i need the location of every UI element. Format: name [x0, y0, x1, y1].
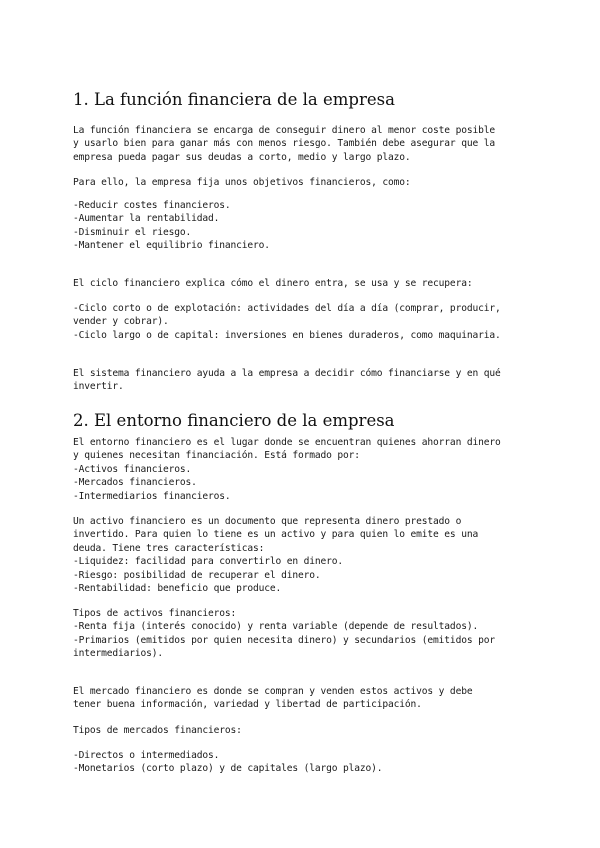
list-item: -Primarios (emitidos por quien necesita dinero) y secundarios (emitidos por — [73, 634, 495, 646]
text-line: El ciclo financiero explica cómo el dinero entra, se usa y se recupera: — [73, 278, 473, 289]
list-item: -Mercados financieros. — [73, 477, 197, 489]
section-1-paragraph-4 — [73, 367, 501, 394]
list-item: -Intermediarios financieros. — [73, 490, 231, 502]
section-2-title: 2. El entorno financiero de la empresa — [73, 411, 395, 430]
list-item: -Ciclo largo o de capital: inversiones en bienes duraderos, como maquinaria. — [73, 329, 501, 341]
text-line: intermediarios). — [73, 648, 164, 660]
section-2-paragraph-5 — [73, 724, 242, 737]
text-line: empresa pueda pagar sus deudas a corto, medio y largo plazo. — [73, 151, 411, 163]
text-line: Tipos de activos financieros: — [73, 608, 237, 619]
section-2-paragraph-2 — [73, 515, 478, 595]
section-1-paragraph-2 — [73, 176, 411, 189]
list-item: -Mantener el equilibrio financiero. — [73, 240, 270, 252]
list-item: -Disminuir el riesgo. — [73, 226, 192, 238]
text-line: invertido. Para quien lo tiene es un activo y para quien lo emite es una — [73, 529, 479, 541]
list-item: -Reducir costes financieros. — [73, 200, 231, 211]
list-item: -Renta fija (interés conocido) y renta variable (depende de resultados). — [73, 621, 479, 633]
list-item: -Liquidez: facilidad para convertirlo en dinero. — [73, 556, 344, 568]
section-2-paragraph-6 — [73, 749, 382, 776]
text-line: El sistema financiero ayuda a la empresa a decidir cómo financiarse y en qué — [73, 368, 501, 379]
list-item: -Ciclo corto o de explotación: actividades del día a día (comprar, producir, — [73, 303, 501, 314]
list-item: -Aumentar la rentabilidad. — [73, 213, 220, 225]
text-line: El mercado financiero es donde se compran y venden estos activos y debe — [73, 686, 473, 697]
text-line: tener buena información, variedad y libertad de participación. — [73, 699, 422, 711]
section-2-paragraph-3 — [73, 607, 495, 661]
list-item: -Activos financieros. — [73, 463, 192, 475]
list-item: -Riesgo: posibilidad de recuperar el dinero. — [73, 569, 321, 581]
text-line: y quienes necesitan financiación. Está formado por: — [73, 450, 360, 462]
list-item: -Rentabilidad: beneficio que produce. — [73, 583, 282, 595]
section-2-paragraph-4 — [73, 685, 472, 712]
text-line: deuda. Tiene tres características: — [73, 542, 265, 554]
section-1-paragraph-3 — [73, 277, 472, 290]
list-item: -Monetarios (corto plazo) y de capitales (largo plazo). — [73, 763, 383, 775]
section-2-paragraph-1 — [73, 436, 501, 503]
cycles-list — [73, 302, 501, 342]
objectives-list — [73, 199, 270, 253]
text-line: y usarlo bien para ganar más con menos riesgo. También debe asegurar que la — [73, 138, 495, 150]
text-line: La función financiera se encarga de conseguir dinero al menor coste posible — [73, 125, 495, 136]
text-line: Un activo financiero es un documento que representa dinero prestado o — [73, 516, 462, 527]
section-1-title: 1. La función financiera de la empresa — [73, 90, 395, 109]
list-item: -Directos o intermediados. — [73, 750, 220, 761]
section-1-paragraph-1 — [73, 124, 495, 164]
text-line: Tipos de mercados financieros: — [73, 725, 242, 736]
text-line: Para ello, la empresa fija unos objetivos financieros, como: — [73, 177, 411, 188]
text-line: invertir. — [73, 381, 124, 393]
text-line: El entorno financiero es el lugar donde se encuentran quienes ahorran dinero — [73, 437, 501, 448]
list-item: vender y cobrar). — [73, 316, 169, 328]
